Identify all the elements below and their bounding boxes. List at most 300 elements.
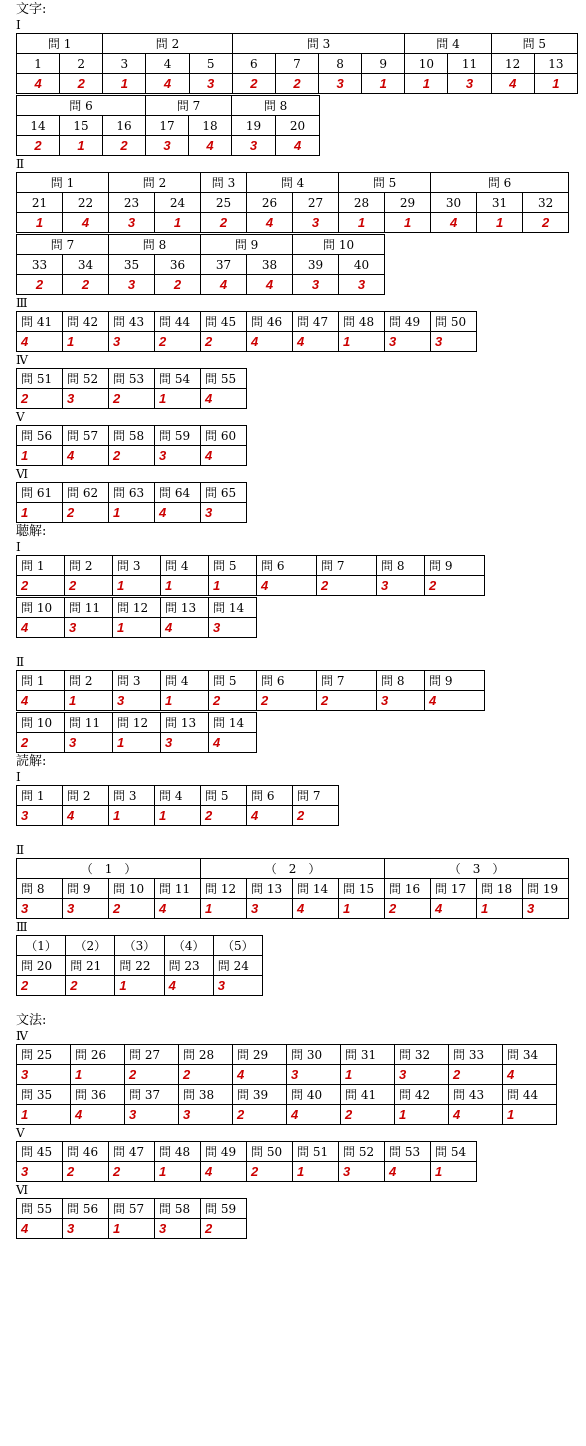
question-label-cell: 問 59 (155, 426, 201, 446)
answer-cell: 3 (65, 733, 113, 753)
question-label-cell: 問 34 (503, 1045, 557, 1065)
question-label-cell: 問 64 (155, 483, 201, 503)
answer-cell: 1 (17, 503, 63, 523)
question-label-cell: 問 45 (17, 1142, 63, 1162)
answer-cell: 1 (113, 576, 161, 596)
subsection-numeral: Ⅴ (16, 410, 25, 424)
question-label-cell: 問 10 (293, 235, 385, 255)
answer-cell: 4 (431, 213, 477, 233)
subsection-numeral: Ⅱ (16, 157, 25, 171)
answer-cell: 2 (201, 213, 247, 233)
subsection-numeral: I (16, 770, 21, 784)
answer-cell: 1 (17, 446, 63, 466)
answer-cell: 2 (385, 899, 431, 919)
question-label-cell: 問 2 (103, 34, 232, 54)
question-label-cell: 問 9 (63, 879, 109, 899)
answer-cell: 4 (293, 899, 339, 919)
question-row (17, 34, 578, 54)
question-label-cell: 問 4 (155, 786, 201, 806)
question-label-cell: 問 55 (17, 1199, 63, 1219)
question-label-cell: 問 7 (146, 96, 232, 116)
answer-cell: 3 (339, 275, 385, 295)
question-label-cell: 問 49 (201, 1142, 247, 1162)
answer-cell: 3 (146, 136, 189, 156)
subsection-numeral: Ⅳ (16, 353, 28, 367)
answer-row (17, 446, 247, 466)
question-label-cell: 問 12 (201, 879, 247, 899)
question-label-cell: 問 2 (63, 786, 109, 806)
question-label-cell: 問 38 (179, 1085, 233, 1105)
question-label-cell: 問 14 (209, 713, 257, 733)
answer-block (16, 935, 576, 996)
question-row (17, 1199, 247, 1219)
item-number-cell: 15 (60, 116, 103, 136)
answer-row (17, 899, 569, 919)
question-label-cell: 問 56 (63, 1199, 109, 1219)
question-label-cell: 問 61 (17, 483, 63, 503)
question-label-cell: 問 12 (113, 598, 161, 618)
question-label-cell: 問 18 (477, 879, 523, 899)
answer-cell: 1 (362, 74, 405, 94)
question-label-cell: （5） (213, 936, 262, 956)
answer-cell: 2 (17, 976, 66, 996)
question-label-cell: （2） (66, 936, 115, 956)
question-label-cell: 問 25 (17, 1045, 71, 1065)
question-label-cell: 問 6 (431, 173, 569, 193)
subsection-numeral: Ⅱ (16, 655, 25, 669)
question-row (17, 96, 320, 116)
answer-cell: 4 (201, 275, 247, 295)
answer-table (16, 33, 578, 94)
question-label-cell: 問 2 (65, 671, 113, 691)
question-label-cell: 問 24 (213, 956, 262, 976)
answer-block (16, 1198, 576, 1239)
question-label-cell: 問 10 (109, 879, 155, 899)
section (16, 2, 576, 523)
item-number-cell: 16 (103, 116, 146, 136)
answer-cell: 3 (385, 332, 431, 352)
subsection-numeral: I (16, 18, 21, 32)
answer-cell: 2 (317, 576, 377, 596)
item-number-cell: 27 (293, 193, 339, 213)
answer-cell: 1 (109, 503, 155, 523)
question-label-cell: 問 62 (63, 483, 109, 503)
answer-cell: 2 (63, 1162, 109, 1182)
question-label-cell: 問 43 (449, 1085, 503, 1105)
answer-cell: 4 (17, 691, 65, 711)
question-label-cell: 問 9 (201, 235, 293, 255)
answer-table (16, 670, 485, 711)
question-label-cell: 問 54 (431, 1142, 477, 1162)
answer-cell: 2 (209, 691, 257, 711)
answer-block (16, 482, 576, 523)
answer-cell: 3 (65, 618, 113, 638)
answer-cell: 3 (293, 275, 339, 295)
answer-cell: 2 (247, 1162, 293, 1182)
answer-cell: 2 (63, 503, 109, 523)
answer-cell: 3 (109, 275, 155, 295)
question-label-cell: 問 53 (385, 1142, 431, 1162)
answer-cell: 4 (161, 618, 209, 638)
question-label-cell: 問 3 (232, 34, 405, 54)
question-label-cell: 問 8 (232, 96, 320, 116)
question-label-cell: 問 15 (339, 879, 385, 899)
answer-cell: 4 (17, 332, 63, 352)
answer-cell: 3 (113, 691, 161, 711)
section (16, 524, 576, 753)
answer-row (17, 618, 257, 638)
answer-cell: 2 (17, 275, 63, 295)
item-number-cell: 22 (63, 193, 109, 213)
answer-cell: 2 (17, 136, 60, 156)
question-label-cell: 問 58 (155, 1199, 201, 1219)
answer-block (16, 1141, 576, 1182)
answer-cell: 2 (60, 74, 103, 94)
answer-table (16, 234, 385, 295)
answer-cell: 1 (155, 1162, 201, 1182)
answer-cell: 1 (161, 576, 209, 596)
answer-cell: 3 (17, 1162, 63, 1182)
question-row (17, 936, 263, 956)
question-label-cell: 問 33 (449, 1045, 503, 1065)
answer-table (16, 482, 247, 523)
answer-row (17, 1162, 477, 1182)
section-title: 聴解: (16, 524, 47, 539)
answer-row (17, 806, 339, 826)
question-row (17, 879, 569, 899)
question-label-cell: 問 9 (425, 671, 485, 691)
question-label-cell: 問 13 (161, 598, 209, 618)
answer-cell: 2 (425, 576, 485, 596)
answer-cell: 1 (405, 74, 448, 94)
question-label-cell: 問 4 (247, 173, 339, 193)
item-number-cell: 37 (201, 255, 247, 275)
question-label-cell: 問 32 (395, 1045, 449, 1065)
number-row (17, 116, 320, 136)
answer-cell: 4 (71, 1105, 125, 1125)
answer-cell: 3 (431, 332, 477, 352)
answer-cell: 3 (109, 213, 155, 233)
answer-cell: 3 (17, 806, 63, 826)
answer-cell: 3 (155, 446, 201, 466)
answer-block (16, 425, 576, 466)
question-label-cell: 問 45 (201, 312, 247, 332)
item-number-cell: 23 (109, 193, 155, 213)
answer-cell: 2 (523, 213, 569, 233)
question-label-cell: 問 51 (293, 1142, 339, 1162)
question-label-cell: 問 48 (339, 312, 385, 332)
answer-cell: 2 (201, 1219, 247, 1239)
answer-table (16, 1141, 477, 1182)
question-label-cell: 問 2 (65, 556, 113, 576)
answer-cell: 1 (339, 213, 385, 233)
question-label-cell: 問 46 (247, 312, 293, 332)
answer-cell: 3 (189, 74, 232, 94)
answer-cell: 2 (275, 74, 318, 94)
question-label-cell: 問 26 (71, 1045, 125, 1065)
answer-cell: 3 (63, 389, 109, 409)
question-label-cell: 問 43 (109, 312, 155, 332)
answer-row (17, 733, 257, 753)
question-label-cell: 問 6 (257, 671, 317, 691)
answer-key-page (16, 2, 576, 1240)
answer-cell: 2 (232, 74, 275, 94)
answer-table (16, 1198, 247, 1239)
answer-cell: 1 (201, 899, 247, 919)
answer-cell: 2 (65, 576, 113, 596)
answer-cell: 4 (209, 733, 257, 753)
question-label-cell: （ 1 ） (17, 859, 201, 879)
answer-cell: 3 (377, 576, 425, 596)
answer-cell: 4 (155, 503, 201, 523)
answer-cell: 4 (287, 1105, 341, 1125)
answer-cell: 2 (109, 899, 155, 919)
question-row (17, 235, 385, 255)
answer-cell: 3 (395, 1065, 449, 1085)
question-label-cell: 問 7 (317, 556, 377, 576)
answer-cell: 1 (113, 733, 161, 753)
question-label-cell: 問 8 (377, 671, 425, 691)
question-label-cell: 問 65 (201, 483, 247, 503)
answer-cell: 4 (164, 976, 213, 996)
question-label-cell: 問 35 (17, 1085, 71, 1105)
answer-cell: 3 (377, 691, 425, 711)
item-number-cell: 12 (491, 54, 534, 74)
answer-cell: 4 (63, 446, 109, 466)
question-row (17, 369, 247, 389)
question-label-cell: 問 48 (155, 1142, 201, 1162)
answer-cell: 2 (341, 1105, 395, 1125)
item-number-cell: 24 (155, 193, 201, 213)
answer-cell: 2 (17, 576, 65, 596)
question-label-cell: 問 3 (113, 556, 161, 576)
answer-block (16, 597, 576, 638)
answer-cell: 4 (385, 1162, 431, 1182)
item-number-cell: 28 (339, 193, 385, 213)
question-label-cell: 問 57 (109, 1199, 155, 1219)
answer-cell: 1 (71, 1065, 125, 1085)
answer-table (16, 858, 569, 919)
answer-block (16, 858, 576, 919)
question-label-cell: 問 8 (377, 556, 425, 576)
answer-block (16, 311, 576, 352)
spacer (16, 827, 576, 843)
answer-table (16, 712, 257, 753)
answer-cell: 4 (155, 899, 201, 919)
item-number-cell: 21 (17, 193, 63, 213)
spacer (16, 639, 576, 655)
item-number-cell: 14 (17, 116, 60, 136)
answer-cell: 3 (179, 1105, 233, 1125)
answer-cell: 1 (209, 576, 257, 596)
answer-block (16, 670, 576, 711)
section-title: 文字: (16, 2, 47, 17)
answer-cell: 2 (103, 136, 146, 156)
subsection-numeral: Ⅳ (16, 1029, 28, 1043)
question-label-cell: 問 6 (17, 96, 146, 116)
answer-cell: 4 (233, 1065, 287, 1085)
answer-block (16, 368, 576, 409)
question-label-cell: 問 5 (201, 786, 247, 806)
answer-block (16, 712, 576, 753)
answer-cell: 2 (109, 389, 155, 409)
answer-cell: 2 (155, 275, 201, 295)
answer-row (17, 1219, 247, 1239)
item-number-cell: 34 (63, 255, 109, 275)
spacer (16, 997, 576, 1013)
answer-block (16, 172, 576, 233)
answer-cell: 1 (395, 1105, 449, 1125)
question-label-cell: 問 12 (113, 713, 161, 733)
item-number-cell: 33 (17, 255, 63, 275)
subsection-numeral: Ⅲ (16, 920, 28, 934)
question-label-cell: 問 9 (425, 556, 485, 576)
answer-cell: 3 (201, 503, 247, 523)
answer-block (16, 234, 576, 295)
number-row (17, 255, 385, 275)
question-label-cell: 問 3 (201, 173, 247, 193)
answer-cell: 3 (293, 213, 339, 233)
question-label-cell: 問 4 (161, 556, 209, 576)
answer-cell: 3 (209, 618, 257, 638)
answer-table (16, 95, 320, 156)
answer-cell: 2 (201, 806, 247, 826)
answer-cell: 3 (232, 136, 276, 156)
question-label-cell: 問 14 (293, 879, 339, 899)
number-row (17, 54, 578, 74)
answer-table (16, 935, 263, 996)
answer-cell: 3 (63, 899, 109, 919)
question-label-cell: 問 49 (385, 312, 431, 332)
answer-cell: 2 (17, 733, 65, 753)
answer-cell: 1 (109, 806, 155, 826)
answer-cell: 4 (491, 74, 534, 94)
item-number-cell: 3 (103, 54, 146, 74)
item-number-cell: 25 (201, 193, 247, 213)
answer-cell: 1 (339, 332, 385, 352)
question-label-cell: 問 5 (339, 173, 431, 193)
item-number-cell: 5 (189, 54, 232, 74)
answer-block (16, 785, 576, 826)
answer-row (17, 332, 477, 352)
answer-cell: 2 (125, 1065, 179, 1085)
item-number-cell: 29 (385, 193, 431, 213)
answer-cell: 4 (201, 1162, 247, 1182)
item-number-cell: 30 (431, 193, 477, 213)
question-label-cell: 問 11 (65, 598, 113, 618)
question-label-cell: 問 6 (257, 556, 317, 576)
answer-cell: 1 (17, 1105, 71, 1125)
answer-table (16, 172, 569, 233)
answer-cell: 4 (146, 74, 189, 94)
item-number-cell: 40 (339, 255, 385, 275)
answer-block (16, 1044, 576, 1125)
question-label-cell: 問 37 (125, 1085, 179, 1105)
answer-cell: 3 (161, 733, 209, 753)
item-number-cell: 32 (523, 193, 569, 213)
answer-cell: 2 (257, 691, 317, 711)
answer-block (16, 555, 576, 596)
item-number-cell: 17 (146, 116, 189, 136)
question-label-cell: 問 50 (247, 1142, 293, 1162)
question-label-cell: 問 4 (405, 34, 491, 54)
answer-cell: 4 (17, 618, 65, 638)
answer-cell: 2 (179, 1065, 233, 1085)
question-label-cell: 問 29 (233, 1045, 287, 1065)
question-label-cell: 問 8 (109, 235, 201, 255)
question-label-cell: 問 3 (113, 671, 161, 691)
answer-table (16, 425, 247, 466)
answer-cell: 1 (155, 389, 201, 409)
question-label-cell: 問 52 (63, 369, 109, 389)
answer-cell: 2 (66, 976, 115, 996)
question-label-cell: 問 10 (17, 713, 65, 733)
question-label-cell: 問 53 (109, 369, 155, 389)
answer-cell: 4 (17, 1219, 63, 1239)
answer-cell: 1 (477, 213, 523, 233)
answer-cell: 2 (293, 806, 339, 826)
question-label-cell: 問 28 (179, 1045, 233, 1065)
question-row (17, 426, 247, 446)
answer-block (16, 95, 576, 156)
question-label-cell: 問 1 (17, 34, 103, 54)
section-title: 文法: (16, 1013, 47, 1028)
item-number-cell: 13 (534, 54, 577, 74)
question-label-cell: 問 55 (201, 369, 247, 389)
section (16, 997, 576, 1239)
answer-cell: 3 (287, 1065, 341, 1085)
item-number-cell: 1 (17, 54, 60, 74)
question-row (17, 956, 263, 976)
question-row (17, 598, 257, 618)
question-row (17, 1142, 477, 1162)
question-label-cell: 問 44 (155, 312, 201, 332)
question-row (17, 859, 569, 879)
answer-cell: 3 (63, 1219, 109, 1239)
question-label-cell: 問 42 (395, 1085, 449, 1105)
question-label-cell: 問 27 (125, 1045, 179, 1065)
question-label-cell: 問 59 (201, 1199, 247, 1219)
question-row (17, 786, 339, 806)
question-label-cell: 問 47 (109, 1142, 155, 1162)
question-label-cell: （ 3 ） (385, 859, 569, 879)
question-label-cell: 問 4 (161, 671, 209, 691)
question-label-cell: 問 36 (71, 1085, 125, 1105)
question-label-cell: 問 10 (17, 598, 65, 618)
answer-row (17, 1105, 557, 1125)
question-row (17, 173, 569, 193)
section-title: 読解: (16, 754, 47, 769)
question-label-cell: 問 11 (65, 713, 113, 733)
answer-cell: 1 (113, 618, 161, 638)
answer-cell: 4 (63, 806, 109, 826)
question-label-cell: 問 51 (17, 369, 63, 389)
question-row (17, 671, 485, 691)
subsection-numeral: Ⅲ (16, 296, 28, 310)
answer-table (16, 311, 477, 352)
answer-cell: 2 (17, 389, 63, 409)
question-label-cell: 問 21 (66, 956, 115, 976)
item-number-cell: 9 (362, 54, 405, 74)
question-label-cell: 問 31 (341, 1045, 395, 1065)
number-row (17, 193, 569, 213)
item-number-cell: 6 (232, 54, 275, 74)
answer-cell: 4 (431, 899, 477, 919)
answer-cell: 1 (534, 74, 577, 94)
answer-cell: 1 (293, 1162, 339, 1182)
question-row (17, 483, 247, 503)
answer-cell: 1 (60, 136, 103, 156)
